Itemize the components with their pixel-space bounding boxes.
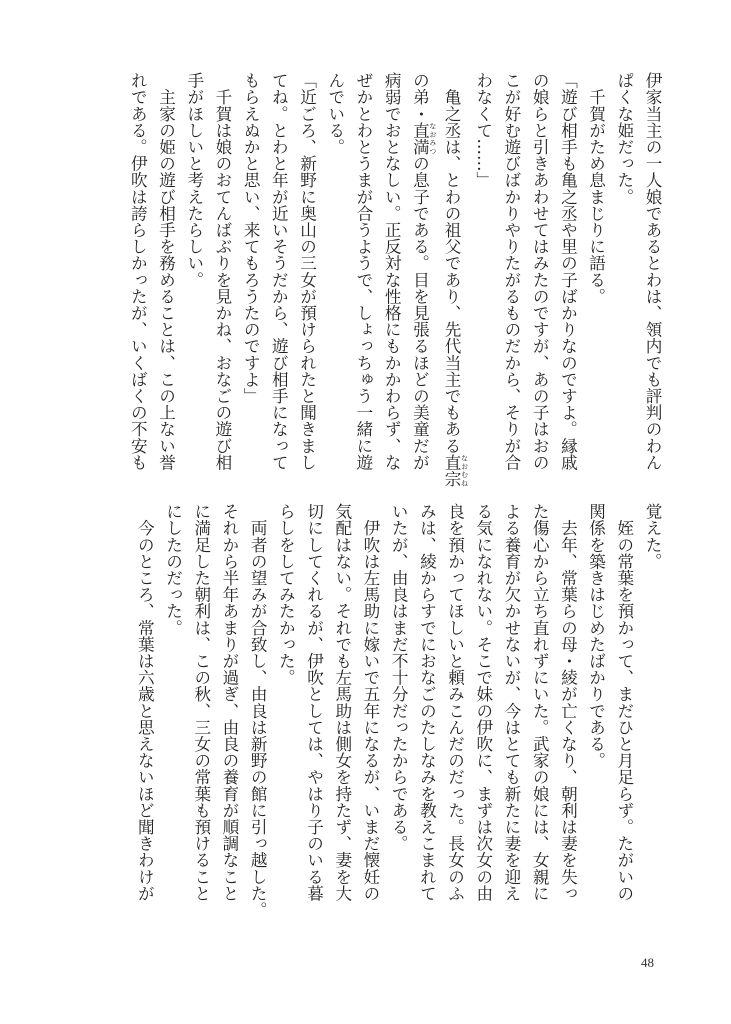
text-line: 両者の望みが合致し、由良は新野の館に引っ越した。 [248, 503, 268, 918]
text-line: れである。伊吹は誇らしかったが、いくばくの不安も [128, 72, 148, 471]
text-line: らしをしてみたかった。 [276, 503, 296, 686]
ruby-reading: なおみつ [428, 121, 437, 155]
text-line [405, 72, 437, 487]
ruby-base: 直満 [410, 121, 430, 156]
text-line: 関係を築きはじめたばかりである。 [586, 503, 606, 769]
text-line: の娘らと引きあわせてはみたのですが、あの子はおの [530, 72, 550, 471]
text-line: みは、綾からすでにおなごのたしなみを教えこまれて [417, 503, 437, 902]
ruby-name [442, 453, 469, 488]
text-line: 主家の姫の遊び相手を務めることは、この上ない誉 [156, 72, 176, 471]
text-line: 覚えた。 [643, 503, 662, 570]
text-line: それから半年あまりが過ぎ、由良の養育が順調なこと [219, 503, 239, 902]
text-line: てね。とわと年が近いそうだから、遊び相手になって [269, 72, 289, 471]
text-line: 伊吹は左馬助に嫁いで五年になるが、いまだ懐妊の [360, 503, 380, 902]
text-line: 良を預かってほしいと頼みこんだのだった。長女のふ [445, 503, 465, 902]
text-line: ぱくな姫だった。 [614, 72, 634, 205]
ruby-reading: なおむね [460, 453, 469, 487]
ruby-name [410, 121, 437, 156]
text-block-bottom [126, 503, 666, 923]
text-line: わなくて……」 [473, 72, 493, 189]
text-block-top [126, 72, 666, 487]
text-line: こが好む遊びばかりやりたがるものだから、そりが合 [501, 72, 521, 471]
text-line: る気になれない。そこで妹の伊吹に、まずは次女の由 [473, 503, 493, 902]
text-line: 千賀がため息まじりに語る。 [586, 72, 606, 305]
text-line: 去年、常葉らの母・綾が亡くなり、朝利は妻を失っ [558, 503, 578, 902]
text-line: 姪の常葉を預かって、まだひと月足らず。たがいの [614, 503, 634, 902]
text-segment: の弟・ [410, 72, 430, 122]
text-line: 伊家当主の一人娘であるとわは、領内でも評判のわん [643, 72, 662, 471]
text-line: 「近ごろ、新野に奥山の三女が預けられたと聞きまし [297, 72, 317, 471]
text-segment: 亀之丞は、とわの祖父であり、先代当主でもある [442, 72, 462, 454]
text-line [437, 72, 469, 487]
text-line: 今のところ、常葉は六歳と思えないほど聞きわけが [135, 503, 155, 902]
text-segment: の息子である。目を見張るほどの美童だが [410, 155, 430, 471]
text-line: 切にしてくれるが、伊吹としては、やはり子のいる暮 [304, 503, 324, 902]
ruby-base: 直宗 [442, 453, 462, 488]
text-line: よる養育が欠かせないが、今はとても新たに妻を迎え [501, 503, 521, 902]
text-line: に満足した朝利は、この秋、三女の常葉も預けること [191, 503, 211, 902]
text-line: いたが、由良はまだ不十分だったからである。 [389, 503, 409, 852]
text-line: ぜかとわとうまが合うようで、しょっちゅう一緒に遊 [353, 72, 373, 471]
text-line: 千賀は娘のおてんばぶりを見かね、おなごの遊び相 [212, 72, 232, 471]
text-line: 病弱でおとなしい。正反対な性格にもかかわらず、な [382, 72, 402, 471]
text-line: 手がほしいと考えたらしい。 [184, 72, 204, 288]
text-line: 気配はない。それでも左馬助は側女を持たず、妻を大 [332, 503, 352, 902]
page-number: 48 [641, 955, 654, 970]
text-line: にしたのだった。 [163, 503, 183, 636]
text-line: 「遊び相手も亀之丞や里の子ばかりなのですよ。縁戚 [558, 72, 578, 471]
text-line: た傷心から立ち直れずにいた。武家の娘には、女親に [530, 503, 550, 902]
text-line: んでいる。 [325, 72, 345, 155]
text-line: もらえぬかと思い、来てもろうたのですよ」 [241, 72, 261, 404]
